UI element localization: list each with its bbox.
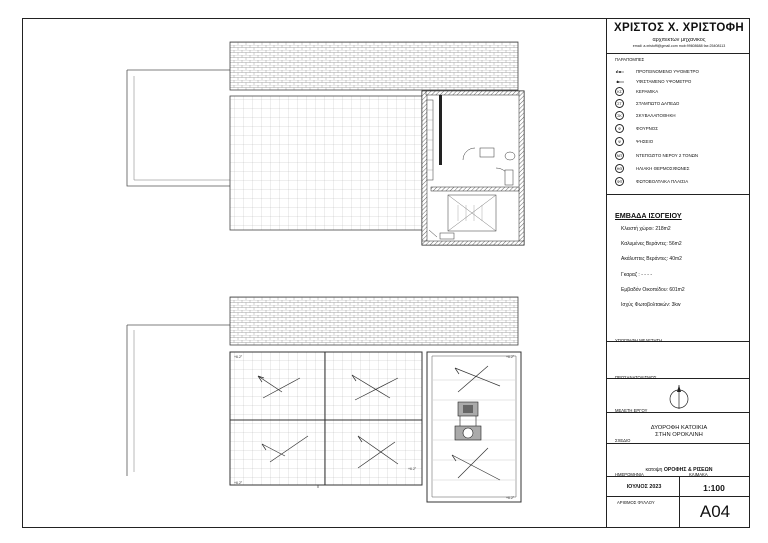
circle-symbol-icon: Φ <box>615 124 624 133</box>
roof-plan <box>127 297 521 502</box>
project-label: ΜΕΛΕΤΗ ΕΡΓΟΥ <box>615 408 648 413</box>
orientation-label: ΠΡΟΣΑΝΑΤΟΛΙΣΜΟΣ <box>615 375 657 380</box>
circle-symbol-icon: ΣΚ <box>615 111 624 120</box>
area-row: Καλυμένες Βεράντες: 56m2 <box>621 241 682 247</box>
svg-text:+6.2°: +6.2° <box>234 481 243 485</box>
svg-text:+6.2°: +6.2° <box>234 355 243 359</box>
area-row: Κλειστή χώροι: 218m2 <box>621 226 671 232</box>
area-row: Ακάλυπτες Βεράντες: 40m2 <box>621 256 682 262</box>
legend-item: ΗΘ ΗΛΙΑΚΗ ΘΕΡΜΟΣΙΦΩΝΕΣ <box>616 166 690 171</box>
svg-text:+6.2°: +6.2° <box>408 467 417 471</box>
area-row: Ισχύς Φωτοβολτακών: 3kw <box>621 302 681 308</box>
sheet-number: A04 <box>699 502 731 521</box>
north-arrow-icon <box>667 382 691 412</box>
circle-symbol-icon: ΚΣ <box>615 87 624 96</box>
area-row: Γκαραζ : - - - - <box>621 272 653 278</box>
title-block <box>606 18 750 528</box>
sheet-number-label: ΑΡΙΘΜΟΣ ΦΥΛΛΟΥ <box>617 500 655 505</box>
date-value: ΙΟΥΛΙΟΣ 2023 <box>626 484 662 490</box>
architect-title: αρχιτεκτων μηχανικος <box>652 37 706 43</box>
legend-heading: ΠΑΡΑΠΟΜΠΕΣ <box>615 57 645 62</box>
legend-item: Ψ ΨΗΣΕΙΟ <box>615 137 749 147</box>
legend-item: Φ ΦΟΥΡΝΟΣ <box>615 124 749 134</box>
legend-item: ΠΡΟΤΕΙΝΟΜΕΝΟ ΥΨΟΜΕΤΡΟ <box>615 67 749 77</box>
date-label: ΗΜΕΡΟΜΗΝΙΑ <box>615 472 644 477</box>
svg-text:+6.2°: +6.2° <box>506 496 515 500</box>
scale-label: ΚΛΙΜΑΚΑ <box>689 472 708 477</box>
legend-item: ΥΦΙΣΤΑΜΕΝΟ ΥΨΟΜΕΤΡΟ <box>615 77 749 87</box>
circle-symbol-icon: ΦΠ <box>615 177 624 186</box>
tiled-floor <box>230 96 422 230</box>
circle-symbol-icon: ΗΘ <box>615 164 624 173</box>
legend-item: ΣΤ ΣΤΑΜΠΩΤΟ ΔΑΠΕΔΟ <box>615 99 749 109</box>
ground-floor-plan <box>127 42 524 245</box>
legend-item: ΝΠ ΝΤΕΠΟΖΙΤΟ ΝΕΡΟΥ 2 ΤΟΝΩΝ <box>616 153 699 158</box>
signature-label: ΥΠΟΓΡΑΦΗ ΜΕΛΕΤΗΤΗ <box>615 338 663 343</box>
legend-item: ΣΚ ΣΚΥΒΑΛΑΠΟΘΗΚΗ <box>615 111 749 121</box>
legend-item: ΦΠ ΦΩΤΟΒΟΛΤΑΙΚΑ ΠΛΑΙΣΙΑ <box>616 179 689 184</box>
areas-title: ΕΜΒΑΔΑ ΙΣΟΓΕΙΟΥ <box>615 211 682 220</box>
roof-tiles <box>230 42 518 90</box>
scale-value: 1:100 <box>703 483 725 493</box>
existing-level-arrow-icon <box>615 80 624 83</box>
circle-symbol-icon: Ψ <box>615 137 624 146</box>
circle-symbol-icon: ΝΠ <box>615 151 624 160</box>
legend-item: ΚΣ ΚΕΡΑΜΙΚΑ <box>615 87 749 97</box>
circle-symbol-icon: ΣΤ <box>615 99 624 108</box>
area-row: Εμβαδόν Οικοπέδου: 601m2 <box>621 287 685 293</box>
proposed-level-arrow-icon <box>615 70 624 73</box>
architect-name: ΧΡΙΣΤΟΣ Χ. ΧΡΙΣΤΟΦΗ <box>614 22 744 34</box>
divider <box>607 53 750 54</box>
project-name: ΔΥΟΡΟΦΗ ΚΑΤΟΙΚΙΑ ΣΤΗΝ ΟΡΟΚΛΙΝΗ <box>650 425 708 438</box>
drawing-name: κατοψη ΟΡΟΦΗΣ & ΡΙΣΕΩΝ <box>645 467 713 473</box>
drawing-label: ΣΧΕΔΙΟ <box>615 438 631 443</box>
architect-contact: email: a.xristoffi@gmail.com mob:99608688 fax:25408113 <box>632 44 726 48</box>
svg-text:+6.2°: +6.2° <box>506 355 515 359</box>
